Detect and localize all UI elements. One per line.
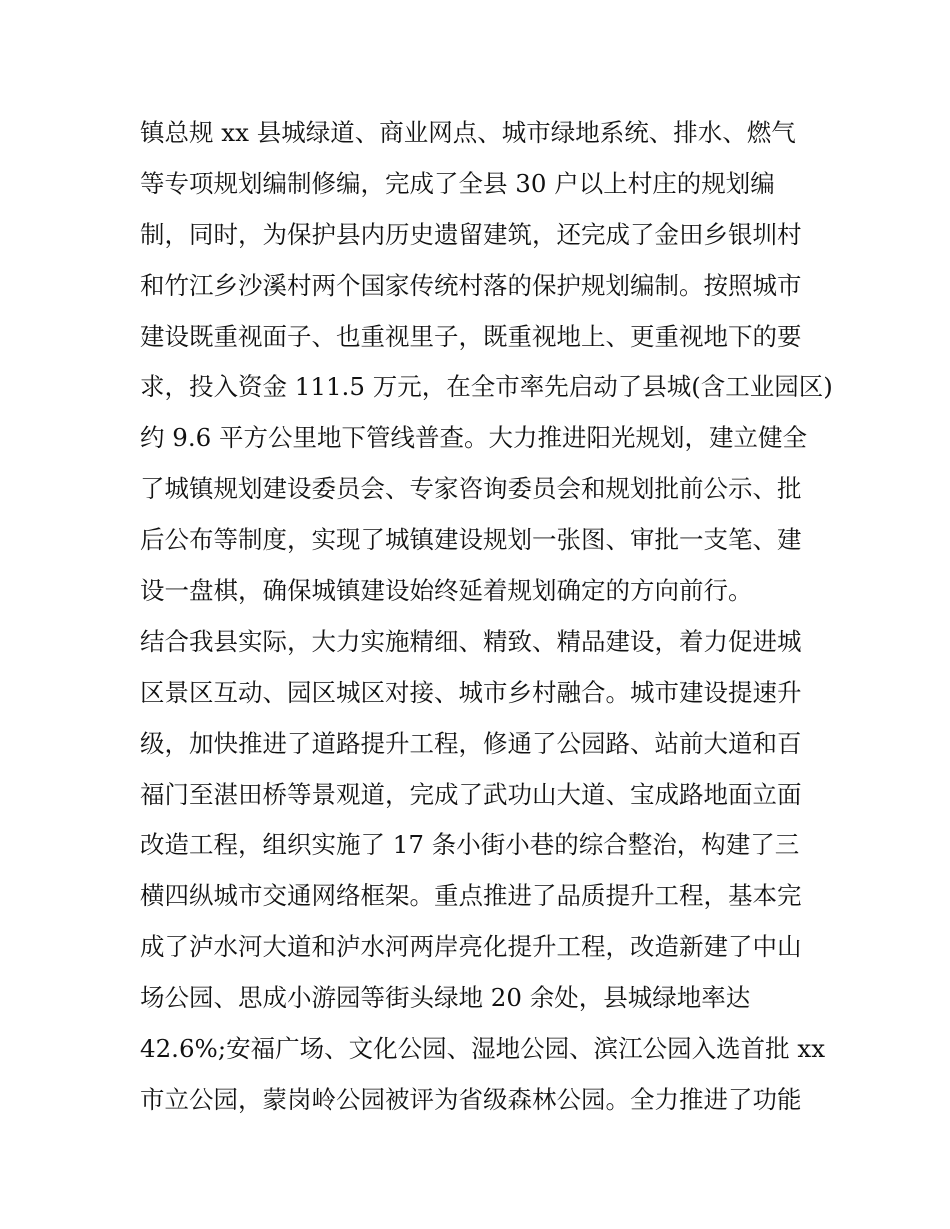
text-line: 级，加快推进了道路提升工程，修通了公园路、站前大道和百 [140, 728, 802, 758]
text-line: 镇总规 xx 县城绿道、商业网点、城市绿地系统、排水、燃气 [140, 118, 796, 147]
text-line: 结合我县实际，大力实施精细、精致、精品建设，着力促进城 [140, 626, 802, 656]
text-line: 设一盘棋，确保城镇建设始终延着规划确定的方向前行。 [140, 576, 753, 606]
text-line: 成了泸水河大道和泸水河两岸亮化提升工程，改造新建了中山 [140, 932, 802, 962]
text-line: 和竹江乡沙溪村两个国家传统村落的保护规划编制。按照城市 [140, 270, 802, 300]
text-line: 改造工程，组织实施了 17 条小街小巷的综合整治，构建了三 [140, 830, 800, 860]
text-line: 42.6%;安福广场、文化公园、湿地公园、滨江公园入选首批 xx [140, 1034, 826, 1064]
text-line: 后公布等制度，实现了城镇建设规划一张图、审批一支笔、建 [140, 525, 802, 555]
text-line: 约 9.6 平方公里地下管线普查。大力推进阳光规划，建立健全 [140, 423, 808, 453]
text-line: 福门至湛田桥等景观道，完成了武功山大道、宝成路地面立面 [140, 779, 802, 809]
text-line: 求，投入资金 111.5 万元，在全市率先启动了县城(含工业园区) [140, 372, 833, 402]
text-line: 区景区互动、园区城区对接、城市乡村融合。城市建设提速升 [140, 677, 802, 707]
text-line: 场公园、思成小游园等街头绿地 20 余处，县城绿地率达 [140, 983, 751, 1013]
body-text [140, 108, 833, 1126]
text-line: 横四纵城市交通网络框架。重点推进了品质提升工程，基本完 [140, 881, 802, 911]
text-line: 了城镇规划建设委员会、专家咨询委员会和规划批前公示、批 [140, 474, 802, 504]
text-line: 等专项规划编制修编，完成了全县 30 户以上村庄的规划编 [140, 168, 775, 198]
text-line: 制，同时，为保护县内历史遗留建筑，还完成了金田乡银圳村 [140, 219, 802, 249]
text-line: 建设既重视面子、也重视里子，既重视地上、更重视地下的要 [140, 321, 802, 351]
text-line: 市立公园，蒙岗岭公园被评为省级森林公园。全力推进了功能 [140, 1084, 802, 1114]
